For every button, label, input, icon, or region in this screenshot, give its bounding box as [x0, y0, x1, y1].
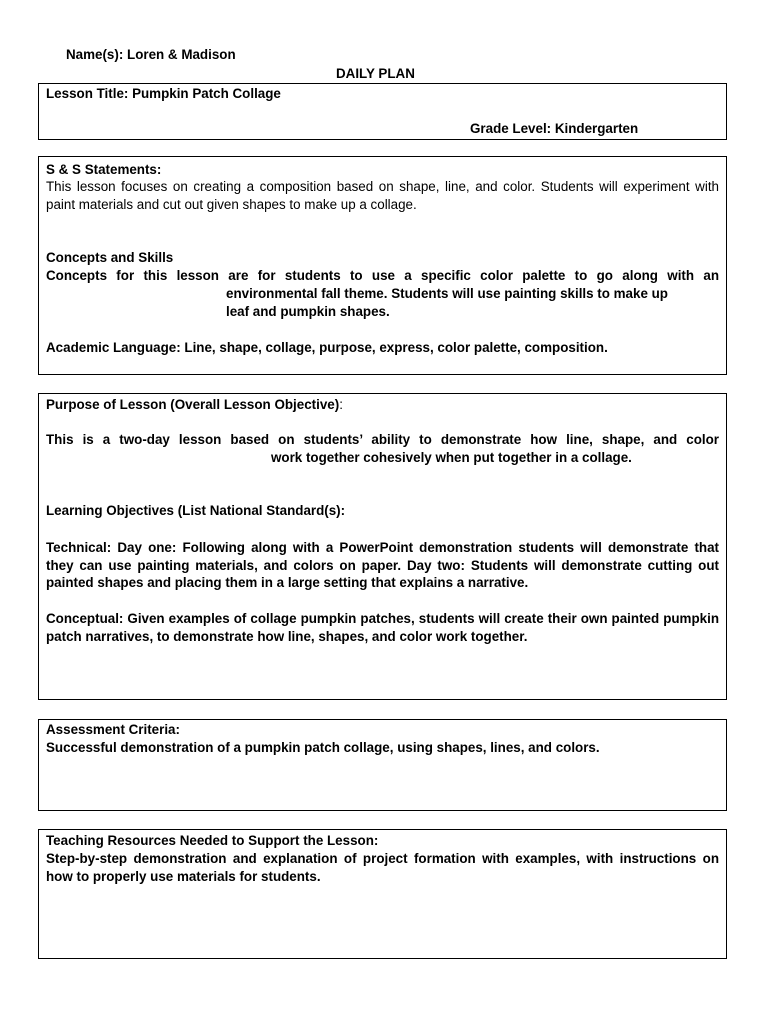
concepts-line-2: environmental fall theme. Students will use painting skills to make up	[226, 286, 668, 301]
ss-body: This lesson focuses on creating a composition based on shape, line, and color. Students will experiment with paint materials and cut out given shapes to make up a collage.	[46, 179, 719, 212]
assessment-body: Successful demonstration of a pumpkin patch collage, using shapes, lines, and colors.	[46, 740, 600, 755]
resources-heading: Teaching Resources Needed to Support the Lesson:	[46, 833, 379, 848]
purpose-heading-colon: :	[339, 397, 343, 412]
names-line: Name(s): Loren & Madison	[66, 47, 236, 62]
concepts-line-1: Concepts for this lesson are for students to use a specific color palette to go along with an	[46, 268, 719, 283]
technical-objective: Technical: Day one: Following along with a PowerPoint demonstration students will demonstrate that they can use painting materials, and colors on paper. Day two: Students will demonstrate cutting out painted shapes and placing them in a large setting that explains a narrative.	[46, 540, 719, 591]
purpose-heading: Purpose of Lesson (Overall Lesson Objective)	[46, 397, 340, 412]
concepts-line-3: leaf and pumpkin shapes.	[226, 304, 390, 319]
grade-level: Grade Level: Kindergarten	[470, 121, 639, 136]
learning-objectives-heading: Learning Objectives (List National Standard(s):	[46, 503, 346, 518]
lesson-title: Lesson Title: Pumpkin Patch Collage	[46, 86, 281, 101]
lesson-title-box	[38, 83, 727, 140]
teaching-resources-box	[38, 829, 727, 959]
ss-statements-box	[38, 156, 727, 375]
purpose-line-2: work together cohesively when put together in a collage.	[271, 450, 632, 465]
assessment-box	[38, 719, 727, 811]
resources-body: Step-by-step demonstration and explanation of project formation with examples, with instructions on how to properly use materials for students.	[46, 851, 719, 884]
ss-heading: S & S Statements:	[46, 162, 162, 177]
purpose-heading-row	[46, 396, 343, 414]
purpose-box	[38, 393, 727, 700]
concepts-heading: Concepts and Skills	[46, 250, 174, 265]
purpose-line-1: This is a two-day lesson based on students’ ability to demonstrate how line, shape, and color	[46, 432, 719, 447]
assessment-heading: Assessment Criteria:	[46, 722, 180, 737]
document-title: DAILY PLAN	[336, 66, 415, 81]
academic-language: Academic Language: Line, shape, collage, purpose, express, color palette, composition.	[46, 340, 608, 355]
conceptual-objective: Conceptual: Given examples of collage pumpkin patches, students will create their own painted pumpkin patch narratives, to demonstrate how line, shapes, and color work together.	[46, 611, 719, 644]
